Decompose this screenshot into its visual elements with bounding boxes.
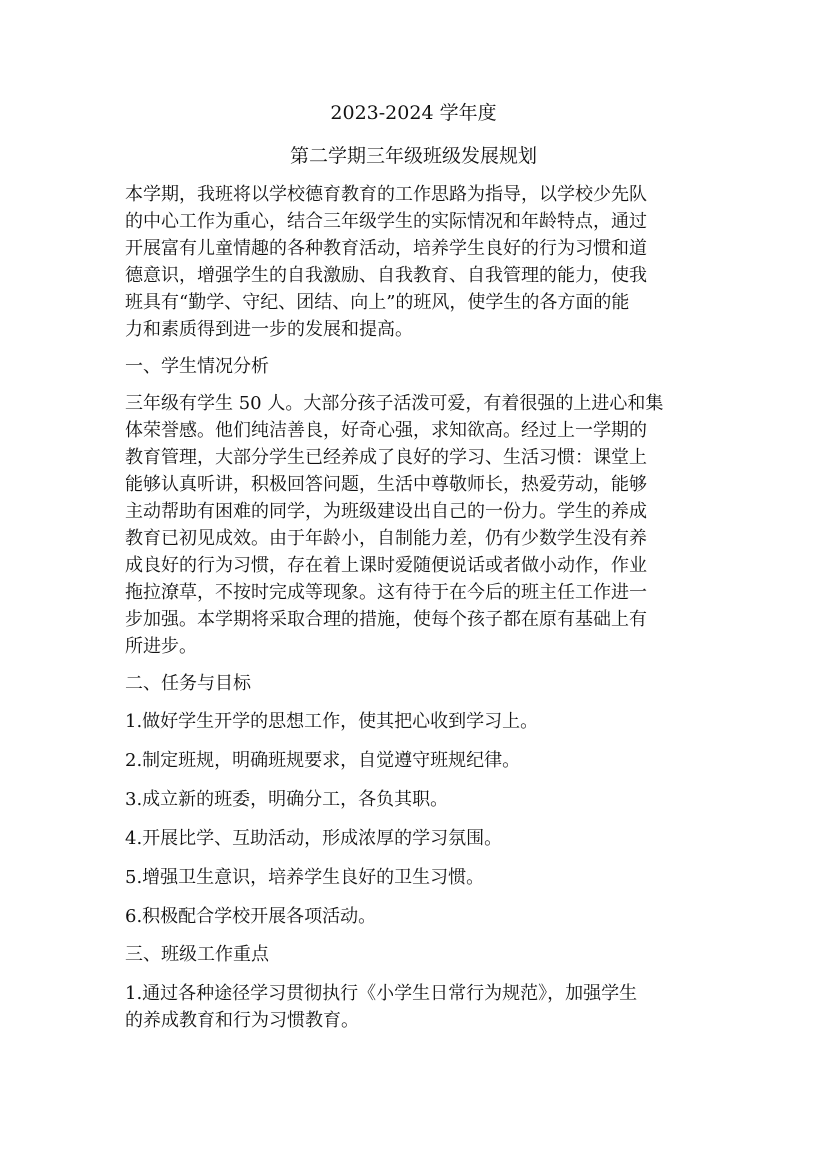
analysis-line: 主动帮助有困难的同学，为班级建设出自己的一份力。学生的养成 xyxy=(125,501,647,522)
intro-line: 开展富有儿童情趣的各种教育活动，培养学生良好的行为习惯和道 xyxy=(125,238,647,259)
intro-line: 力和素质得到进一步的发展和提高。 xyxy=(125,319,413,340)
goal-item: 6.积极配合学校开展各项活动。 xyxy=(125,906,377,927)
analysis-line: 体荣誉感。他们纯洁善良，好奇心强，求知欲高。经过上一学期的 xyxy=(125,420,647,441)
analysis-line: 成良好的行为习惯，存在着上课时爱随便说话或者做小动作，作业 xyxy=(125,555,647,576)
section-heading-goals: 二、任务与目标 xyxy=(125,673,251,694)
analysis-line: 教育管理，大部分学生已经养成了良好的学习、生活习惯：课堂上 xyxy=(125,447,647,468)
section-heading-student-analysis: 一、学生情况分析 xyxy=(125,356,269,377)
intro-line: 班具有“勤学、守纪、团结、向上”的班风，使学生的各方面的能 xyxy=(125,292,630,313)
analysis-line: 教育已初见成效。由于年龄小，自制能力差，仍有少数学生没有养 xyxy=(125,528,647,549)
goal-item: 2.制定班规，明确班规要求，自觉遵守班规纪律。 xyxy=(125,750,521,771)
analysis-line: 三年级有学生 50 人。大部分孩子活泼可爱，有着很强的上进心和集 xyxy=(125,393,664,414)
goal-item: 1.做好学生开学的思想工作，使其把心收到学习上。 xyxy=(125,711,539,732)
goal-item: 4.开展比学、互助活动，形成浓厚的学习氛围。 xyxy=(125,828,503,849)
intro-line: 的中心工作为重心，结合三年级学生的实际情况和年龄特点，通过 xyxy=(125,211,647,232)
analysis-line: 步加强。本学期将采取合理的措施，使每个孩子都在原有基础上有 xyxy=(125,609,647,630)
analysis-line: 所进步。 xyxy=(125,636,197,657)
document-title: 第二学期三年级班级发展规划 xyxy=(289,145,537,167)
intro-line: 本学期，我班将以学校德育教育的工作思路为指导，以学校少先队 xyxy=(125,184,647,205)
intro-line: 德意识，增强学生的自我激励、自我教育、自我管理的能力，使我 xyxy=(125,265,647,286)
section-heading-key-work: 三、班级工作重点 xyxy=(125,944,269,965)
key-work-line: 的养成教育和行为习惯教育。 xyxy=(125,1010,359,1031)
analysis-line: 拖拉潦草，不按时完成等现象。这有待于在今后的班主任工作进一 xyxy=(125,582,647,603)
goal-item: 3.成立新的班委，明确分工，各负其职。 xyxy=(125,789,449,810)
analysis-line: 能够认真听讲，积极回答问题，生活中尊敬师长，热爱劳动，能够 xyxy=(125,474,647,495)
goal-item: 5.增强卫生意识，培养学生良好的卫生习惯。 xyxy=(125,867,485,888)
key-work-line: 1.通过各种途径学习贯彻执行《小学生日常行为规范》，加强学生 xyxy=(125,983,638,1004)
document-title-year: 2023-2024 学年度 xyxy=(330,102,497,124)
